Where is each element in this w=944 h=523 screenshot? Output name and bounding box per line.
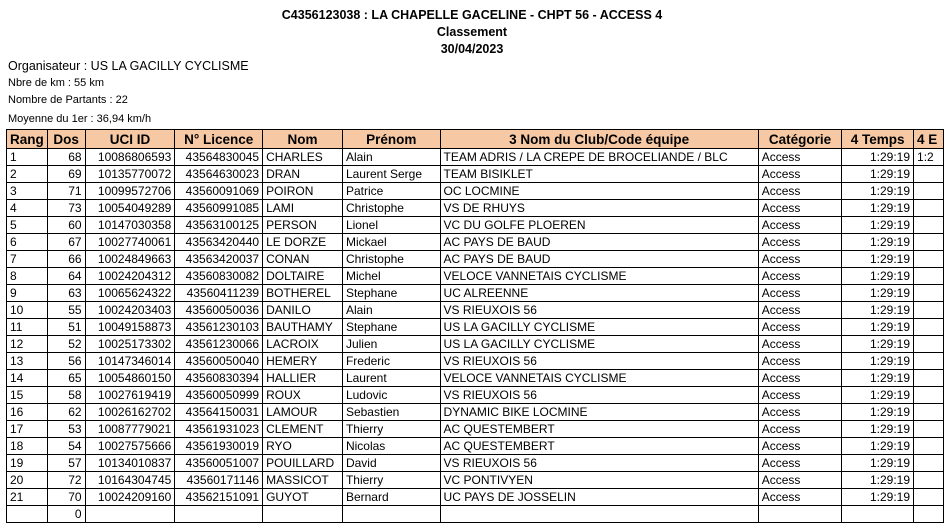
cell-nom: LE DORZE (263, 234, 343, 251)
cell-uci-id (85, 506, 175, 523)
cell-nom: BAUTHAMY (263, 319, 343, 336)
table-header-row (7, 130, 944, 149)
cell-club: VS RIEUXOIS 56 (440, 302, 758, 319)
cell-ecart (914, 506, 944, 523)
cell-prenom: Lionel (342, 217, 440, 234)
cell-categorie (758, 506, 842, 523)
moyenne: Moyenne du 1er : 36,94 km/h (8, 113, 152, 125)
cell-uci-id: 10086806593 (85, 149, 175, 166)
table-row (7, 319, 944, 336)
table-row (7, 166, 944, 183)
cell-temps: 1:29:19 (842, 285, 914, 302)
cell-nom: ROUX (263, 387, 343, 404)
cell-nom: POIRON (263, 183, 343, 200)
cell-ecart (914, 200, 944, 217)
cell-dos: 68 (47, 149, 85, 166)
cell-rang: 18 (7, 438, 48, 455)
cell-licence: 43564830045 (175, 149, 263, 166)
cell-categorie: Access (758, 166, 842, 183)
cell-prenom: Laurent Serge (342, 166, 440, 183)
cell-temps: 1:29:19 (842, 268, 914, 285)
cell-rang: 8 (7, 268, 48, 285)
cell-nom: PERSON (263, 217, 343, 234)
cell-uci-id: 10027619419 (85, 387, 175, 404)
cell-club: TEAM BISIKLET (440, 166, 758, 183)
cell-categorie: Access (758, 353, 842, 370)
partants: Nombre de Partants : 22 (8, 94, 128, 106)
report-date: 30/04/2023 (440, 42, 504, 56)
cell-dos: 66 (47, 251, 85, 268)
cell-licence: 43560411239 (175, 285, 263, 302)
cell-rang: 21 (7, 489, 48, 506)
cell-dos: 71 (47, 183, 85, 200)
table-row (7, 387, 944, 404)
cell-temps: 1:29:19 (842, 421, 914, 438)
cell-rang: 20 (7, 472, 48, 489)
organisateur: Organisateur : US LA GACILLY CYCLISME (8, 59, 249, 73)
cell-licence: 43564630023 (175, 166, 263, 183)
cell-prenom: Mickael (342, 234, 440, 251)
cell-ecart (914, 166, 944, 183)
cell-categorie: Access (758, 404, 842, 421)
cell-club: VELOCE VANNETAIS CYCLISME (440, 370, 758, 387)
cell-nom: HEMERY (263, 353, 343, 370)
cell-licence: 43563100125 (175, 217, 263, 234)
cell-temps: 1:29:19 (842, 251, 914, 268)
cell-prenom: Stephane (342, 285, 440, 302)
cell-uci-id: 10135770072 (85, 166, 175, 183)
table-row (7, 353, 944, 370)
cell-ecart (914, 183, 944, 200)
cell-rang (7, 506, 48, 523)
cell-licence: 43560830394 (175, 370, 263, 387)
cell-club: OC LOCMINE (440, 183, 758, 200)
cell-prenom: Patrice (342, 183, 440, 200)
cell-nom (263, 506, 343, 523)
cell-temps (842, 506, 914, 523)
cell-rang: 3 (7, 183, 48, 200)
cell-licence: 43561230103 (175, 319, 263, 336)
cell-rang: 5 (7, 217, 48, 234)
cell-ecart (914, 438, 944, 455)
cell-ecart (914, 217, 944, 234)
cell-prenom: Christophe (342, 251, 440, 268)
cell-nom: DANILO (263, 302, 343, 319)
cell-dos: 57 (47, 455, 85, 472)
cell-licence: 43560050040 (175, 353, 263, 370)
cell-nom: DOLTAIRE (263, 268, 343, 285)
cell-prenom: Thierry (342, 421, 440, 438)
cell-prenom: Julien (342, 336, 440, 353)
cell-categorie: Access (758, 149, 842, 166)
cell-club: VS RIEUXOIS 56 (440, 455, 758, 472)
cell-temps: 1:29:19 (842, 234, 914, 251)
cell-categorie: Access (758, 336, 842, 353)
table-row (7, 149, 944, 166)
cell-licence: 43560051007 (175, 455, 263, 472)
cell-uci-id: 10026162702 (85, 404, 175, 421)
cell-ecart: 1:2 (914, 149, 944, 166)
cell-licence: 43560991085 (175, 200, 263, 217)
cell-club: AC PAYS DE BAUD (440, 234, 758, 251)
cell-ecart (914, 353, 944, 370)
cell-rang: 19 (7, 455, 48, 472)
cell-rang: 13 (7, 353, 48, 370)
cell-nom: BOTHEREL (263, 285, 343, 302)
cell-dos: 64 (47, 268, 85, 285)
table-row (7, 217, 944, 234)
table-row (7, 234, 944, 251)
cell-dos: 54 (47, 438, 85, 455)
col-uci-id: UCI ID (85, 130, 175, 149)
cell-uci-id: 10024203403 (85, 302, 175, 319)
cell-categorie: Access (758, 489, 842, 506)
cell-uci-id: 10147030358 (85, 217, 175, 234)
cell-rang: 17 (7, 421, 48, 438)
cell-uci-id: 10099572706 (85, 183, 175, 200)
cell-licence: 43560050999 (175, 387, 263, 404)
cell-nom: CONAN (263, 251, 343, 268)
cell-uci-id: 10027740061 (85, 234, 175, 251)
cell-club: VELOCE VANNETAIS CYCLISME (440, 268, 758, 285)
cell-temps: 1:29:19 (842, 472, 914, 489)
cell-licence: 43561931023 (175, 421, 263, 438)
cell-uci-id: 10024209160 (85, 489, 175, 506)
cell-temps: 1:29:19 (842, 455, 914, 472)
cell-club: VS DE RHUYS (440, 200, 758, 217)
cell-licence: 43562151091 (175, 489, 263, 506)
cell-uci-id: 10049158873 (85, 319, 175, 336)
cell-prenom: Stephane (342, 319, 440, 336)
cell-nom: CHARLES (263, 149, 343, 166)
cell-dos: 62 (47, 404, 85, 421)
cell-uci-id: 10087779021 (85, 421, 175, 438)
table-row (7, 251, 944, 268)
cell-temps: 1:29:19 (842, 438, 914, 455)
cell-temps: 1:29:19 (842, 166, 914, 183)
cell-categorie: Access (758, 387, 842, 404)
cell-temps: 1:29:19 (842, 149, 914, 166)
col-licence: N° Licence (175, 130, 263, 149)
table-row (7, 489, 944, 506)
cell-nom: MASSICOT (263, 472, 343, 489)
distance: Nbre de km : 55 km (8, 77, 104, 89)
cell-licence (175, 506, 263, 523)
cell-club: AC PAYS DE BAUD (440, 251, 758, 268)
cell-nom: HALLIER (263, 370, 343, 387)
cell-rang: 12 (7, 336, 48, 353)
cell-uci-id: 10164304745 (85, 472, 175, 489)
table-row (7, 183, 944, 200)
cell-dos: 52 (47, 336, 85, 353)
cell-ecart (914, 404, 944, 421)
cell-prenom: Frederic (342, 353, 440, 370)
cell-dos: 55 (47, 302, 85, 319)
cell-ecart (914, 387, 944, 404)
cell-ecart (914, 489, 944, 506)
cell-prenom (342, 506, 440, 523)
cell-prenom: Sebastien (342, 404, 440, 421)
cell-temps: 1:29:19 (842, 302, 914, 319)
table-row (7, 200, 944, 217)
col-nom: Nom (263, 130, 343, 149)
cell-dos: 60 (47, 217, 85, 234)
cell-uci-id: 10147346014 (85, 353, 175, 370)
cell-dos: 72 (47, 472, 85, 489)
cell-categorie: Access (758, 302, 842, 319)
cell-temps: 1:29:19 (842, 489, 914, 506)
cell-temps: 1:29:19 (842, 353, 914, 370)
cell-prenom: Michel (342, 268, 440, 285)
cell-uci-id: 10134010837 (85, 455, 175, 472)
cell-ecart (914, 455, 944, 472)
cell-licence: 43561930019 (175, 438, 263, 455)
cell-rang: 1 (7, 149, 48, 166)
cell-categorie: Access (758, 268, 842, 285)
cell-dos: 56 (47, 353, 85, 370)
cell-prenom: David (342, 455, 440, 472)
cell-licence: 43563420037 (175, 251, 263, 268)
cell-nom: LAMI (263, 200, 343, 217)
cell-rang: 7 (7, 251, 48, 268)
cell-temps: 1:29:19 (842, 319, 914, 336)
cell-ecart (914, 234, 944, 251)
cell-ecart (914, 472, 944, 489)
cell-temps: 1:29:19 (842, 387, 914, 404)
cell-club: VC PONTIVYEN (440, 472, 758, 489)
cell-ecart (914, 268, 944, 285)
table-row (7, 455, 944, 472)
cell-nom: LAMOUR (263, 404, 343, 421)
cell-dos: 58 (47, 387, 85, 404)
cell-temps: 1:29:19 (842, 404, 914, 421)
cell-club: UC ALREENNE (440, 285, 758, 302)
cell-rang: 14 (7, 370, 48, 387)
cell-dos: 67 (47, 234, 85, 251)
cell-prenom: Bernard (342, 489, 440, 506)
cell-dos: 0 (47, 506, 85, 523)
cell-club: DYNAMIC BIKE LOCMINE (440, 404, 758, 421)
cell-uci-id: 10025173302 (85, 336, 175, 353)
cell-uci-id: 10054049289 (85, 200, 175, 217)
cell-licence: 43563420440 (175, 234, 263, 251)
cell-categorie: Access (758, 472, 842, 489)
cell-nom: GUYOT (263, 489, 343, 506)
cell-categorie: Access (758, 455, 842, 472)
cell-temps: 1:29:19 (842, 183, 914, 200)
cell-rang: 10 (7, 302, 48, 319)
cell-categorie: Access (758, 421, 842, 438)
col-prenom: Prénom (342, 130, 440, 149)
cell-categorie: Access (758, 370, 842, 387)
col-dos: Dos (47, 130, 85, 149)
cell-club: VS RIEUXOIS 56 (440, 353, 758, 370)
cell-rang: 6 (7, 234, 48, 251)
cell-nom: POUILLARD (263, 455, 343, 472)
table-row (7, 421, 944, 438)
col-rang: Rang (7, 130, 48, 149)
cell-dos: 63 (47, 285, 85, 302)
cell-licence: 43561230066 (175, 336, 263, 353)
cell-dos: 70 (47, 489, 85, 506)
cell-club: UC PAYS DE JOSSELIN (440, 489, 758, 506)
cell-licence: 43564150031 (175, 404, 263, 421)
col-club: 3 Nom du Club/Code équipe (440, 130, 758, 149)
cell-uci-id: 10024204312 (85, 268, 175, 285)
cell-rang: 4 (7, 200, 48, 217)
cell-prenom: Ludovic (342, 387, 440, 404)
table-row (7, 268, 944, 285)
cell-rang: 2 (7, 166, 48, 183)
cell-club: VC DU GOLFE PLOEREN (440, 217, 758, 234)
cell-ecart (914, 285, 944, 302)
cell-rang: 9 (7, 285, 48, 302)
cell-temps: 1:29:19 (842, 200, 914, 217)
cell-prenom: Laurent (342, 370, 440, 387)
cell-licence: 43560050036 (175, 302, 263, 319)
cell-dos: 65 (47, 370, 85, 387)
cell-categorie: Access (758, 285, 842, 302)
cell-temps: 1:29:19 (842, 336, 914, 353)
report-title: C4356123038 : LA CHAPELLE GACELINE - CHPT 56 - ACCESS 4 (281, 8, 663, 22)
table-row (7, 336, 944, 353)
cell-nom: RYO (263, 438, 343, 455)
cell-club: TEAM ADRIS / LA CREPE DE BROCELIANDE / BLC (440, 149, 758, 166)
cell-uci-id: 10065624322 (85, 285, 175, 302)
cell-ecart (914, 421, 944, 438)
cell-categorie: Access (758, 200, 842, 217)
cell-dos: 53 (47, 421, 85, 438)
cell-categorie: Access (758, 234, 842, 251)
cell-prenom: Alain (342, 149, 440, 166)
table-row (7, 438, 944, 455)
cell-ecart (914, 370, 944, 387)
cell-club: AC QUESTEMBERT (440, 438, 758, 455)
cell-nom: DRAN (263, 166, 343, 183)
cell-uci-id: 10054860150 (85, 370, 175, 387)
table-row (7, 370, 944, 387)
results-table (6, 129, 944, 523)
cell-uci-id: 10027575666 (85, 438, 175, 455)
cell-prenom: Christophe (342, 200, 440, 217)
cell-ecart (914, 336, 944, 353)
cell-rang: 16 (7, 404, 48, 421)
cell-categorie: Access (758, 438, 842, 455)
cell-club: VS RIEUXOIS 56 (440, 387, 758, 404)
cell-club: US LA GACILLY CYCLISME (440, 319, 758, 336)
cell-club: AC QUESTEMBERT (440, 421, 758, 438)
cell-rang: 11 (7, 319, 48, 336)
cell-ecart (914, 319, 944, 336)
cell-prenom: Thierry (342, 472, 440, 489)
cell-temps: 1:29:19 (842, 217, 914, 234)
cell-prenom: Nicolas (342, 438, 440, 455)
table-row (7, 404, 944, 421)
col-temps: 4 Temps (842, 130, 914, 149)
table-row (7, 506, 944, 523)
cell-licence: 43560830082 (175, 268, 263, 285)
cell-club: US LA GACILLY CYCLISME (440, 336, 758, 353)
table-row (7, 472, 944, 489)
cell-nom: CLEMENT (263, 421, 343, 438)
cell-club (440, 506, 758, 523)
cell-dos: 51 (47, 319, 85, 336)
cell-categorie: Access (758, 251, 842, 268)
cell-uci-id: 10024849663 (85, 251, 175, 268)
report-subtitle: Classement (436, 25, 508, 39)
cell-prenom: Alain (342, 302, 440, 319)
cell-nom: LACROIX (263, 336, 343, 353)
cell-licence: 43560091069 (175, 183, 263, 200)
cell-temps: 1:29:19 (842, 370, 914, 387)
cell-categorie: Access (758, 183, 842, 200)
cell-ecart (914, 302, 944, 319)
cell-dos: 69 (47, 166, 85, 183)
table-row (7, 285, 944, 302)
table-row (7, 302, 944, 319)
cell-categorie: Access (758, 217, 842, 234)
col-categorie: Catégorie (758, 130, 842, 149)
col-ecart: 4 E (914, 130, 944, 149)
cell-categorie: Access (758, 319, 842, 336)
cell-licence: 43560171146 (175, 472, 263, 489)
cell-ecart (914, 251, 944, 268)
cell-rang: 15 (7, 387, 48, 404)
cell-dos: 73 (47, 200, 85, 217)
